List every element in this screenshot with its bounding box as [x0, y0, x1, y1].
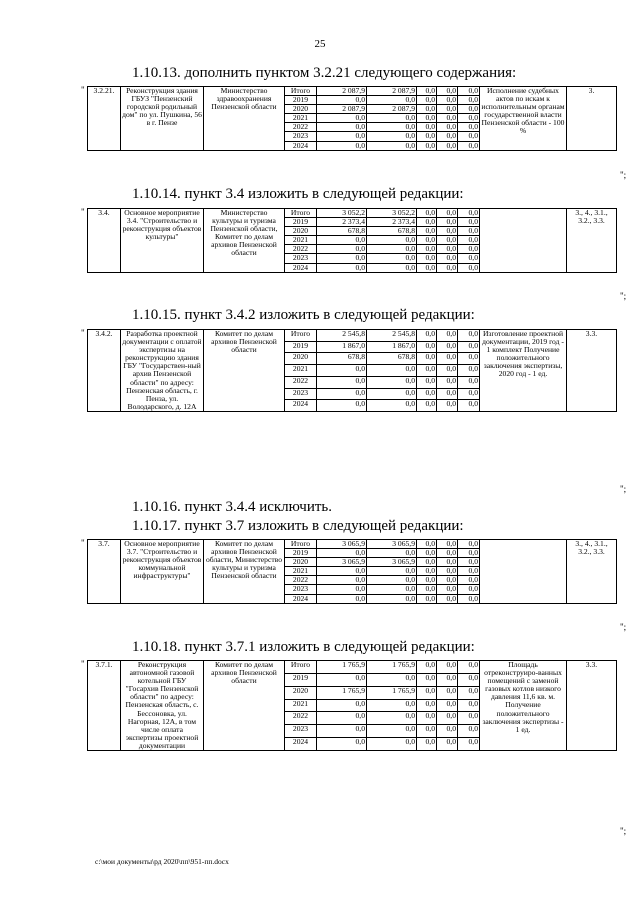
year-cell: 2020	[285, 105, 317, 114]
amount-cell: 0,0	[437, 585, 458, 594]
amount-cell: 0,0	[437, 123, 458, 132]
amount-cell: 0,0	[458, 132, 480, 141]
amount-cell: 0,0	[417, 114, 437, 123]
year-cell: 2020	[285, 353, 317, 365]
indicator-link: 3.	[567, 87, 617, 151]
amount-cell: 0,0	[458, 673, 480, 686]
amount-cell: 0,0	[317, 738, 367, 751]
amount-cell: 0,0	[417, 236, 437, 245]
year-cell: 2022	[285, 245, 317, 254]
amount-cell: 0,0	[437, 263, 458, 272]
amount-cell: 678,8	[367, 353, 417, 365]
executor: Министерство здравоохранения Пензенской области	[204, 87, 285, 151]
amount-cell: 2 373,4	[367, 218, 417, 227]
amount-cell: 0,0	[417, 105, 437, 114]
amount-cell: 0,0	[458, 263, 480, 272]
table-row	[88, 540, 617, 549]
amount-cell: 2 545,8	[367, 330, 417, 342]
amount-cell: 1 765,9	[367, 686, 417, 699]
amount-cell: 0,0	[417, 376, 437, 388]
open-quote-3: "	[81, 328, 85, 338]
amount-cell: 0,0	[458, 105, 480, 114]
amount-cell: 0,0	[437, 132, 458, 141]
amount-cell: 0,0	[367, 712, 417, 725]
amount-cell: 0,0	[367, 738, 417, 751]
amount-cell: 0,0	[317, 712, 367, 725]
amount-cell: 0,0	[317, 594, 367, 603]
amount-cell: 1 765,9	[317, 661, 367, 674]
amount-cell: 0,0	[458, 254, 480, 263]
amount-cell: 0,0	[367, 141, 417, 150]
amount-cell: 0,0	[437, 141, 458, 150]
amount-cell: 0,0	[437, 236, 458, 245]
amount-cell: 0,0	[317, 725, 367, 738]
amount-cell: 0,0	[317, 114, 367, 123]
amount-cell: 0,0	[458, 236, 480, 245]
amount-cell: 0,0	[367, 400, 417, 412]
open-quote-5: "	[81, 659, 85, 669]
year-cell: 2023	[285, 585, 317, 594]
year-cell: 2023	[285, 725, 317, 738]
amount-cell: 0,0	[367, 388, 417, 400]
amount-cell: 0,0	[317, 567, 367, 576]
close-quote-4: ";	[620, 622, 627, 632]
amount-cell: 0,0	[458, 594, 480, 603]
amount-cell: 2 545,8	[317, 330, 367, 342]
section-heading-2: 1.10.14. пункт 3.4 изложить в следующей редакции:	[132, 186, 464, 202]
amount-cell: 0,0	[458, 567, 480, 576]
amount-cell: 0,0	[437, 341, 458, 353]
amount-cell: 0,0	[458, 218, 480, 227]
amount-cell: 0,0	[417, 388, 437, 400]
amount-cell: 0,0	[458, 227, 480, 236]
amount-cell: 0,0	[417, 218, 437, 227]
amount-cell: 0,0	[437, 725, 458, 738]
amount-cell: 0,0	[437, 594, 458, 603]
amount-cell: 0,0	[317, 699, 367, 712]
amount-cell: 0,0	[367, 245, 417, 254]
executor: Комитет по делам архивов Пензенской области, Министерство культуры и туризма Пензенской области	[204, 540, 285, 604]
amount-cell: 0,0	[317, 549, 367, 558]
amount-cell: 0,0	[367, 236, 417, 245]
amount-cell: 0,0	[317, 96, 367, 105]
indicator-link: 3.3.	[567, 330, 617, 412]
year-cell: Итого	[285, 661, 317, 674]
amount-cell: 1 867,0	[317, 341, 367, 353]
year-cell: 2021	[285, 567, 317, 576]
amount-cell: 3 052,2	[367, 209, 417, 218]
amount-cell: 0,0	[417, 738, 437, 751]
measure-name: Разработка проектной документации с оплатой экспертизы на реконструкцию здания ГБУ "Государствен-ный архив Пензенской области" по адресу: Пензенская область, г. Пенза, ул. Володарского, д. 12А	[122, 329, 202, 411]
amount-cell: 0,0	[437, 567, 458, 576]
amount-cell: 0,0	[437, 96, 458, 105]
amount-cell: 0,0	[367, 585, 417, 594]
amount-cell: 0,0	[367, 699, 417, 712]
amount-cell: 0,0	[437, 388, 458, 400]
amount-cell: 0,0	[367, 725, 417, 738]
amount-cell: 0,0	[437, 218, 458, 227]
year-cell: 2020	[285, 227, 317, 236]
section-heading-1: 1.10.13. дополнить пунктом 3.2.21 следующего содержания:	[132, 65, 517, 81]
close-quote-2: ";	[620, 291, 627, 301]
year-cell: 2019	[285, 218, 317, 227]
amount-cell: 0,0	[458, 209, 480, 218]
amount-cell: 3 065,9	[317, 558, 367, 567]
amount-cell: 0,0	[437, 227, 458, 236]
year-cell: Итого	[285, 209, 317, 218]
year-cell: 2021	[285, 699, 317, 712]
amount-cell: 0,0	[437, 330, 458, 342]
amount-cell: 0,0	[458, 388, 480, 400]
amount-cell: 0,0	[317, 132, 367, 141]
amount-cell: 0,0	[367, 96, 417, 105]
expected-result: Исполнение судебных актов по искам к исполнительным органам государственной власти Пензенской области - 100 %	[480, 87, 567, 151]
table-row	[88, 330, 617, 342]
executor: Комитет по делам архивов Пензенской области	[204, 330, 285, 412]
amount-cell: 0,0	[417, 365, 437, 377]
amount-cell: 0,0	[417, 712, 437, 725]
amount-cell: 0,0	[417, 132, 437, 141]
amount-cell: 0,0	[367, 132, 417, 141]
amount-cell: 0,0	[317, 388, 367, 400]
close-quote-1: ";	[620, 170, 627, 180]
amount-cell: 0,0	[317, 400, 367, 412]
amount-cell: 0,0	[317, 576, 367, 585]
table-row	[88, 87, 617, 96]
amount-cell: 0,0	[417, 549, 437, 558]
executor: Министерство культуры и туризма Пензенской области, Комитет по делам архивов Пензенской области	[204, 209, 285, 273]
expected-result: Изготовление проектной документации, 2019 год - 1 комплект Получение положительного заключения экспертизы, 2020 год - 1 ед.	[480, 330, 567, 412]
program-table-4	[87, 539, 617, 604]
year-cell: 2019	[285, 673, 317, 686]
year-cell: 2021	[285, 114, 317, 123]
amount-cell: 0,0	[367, 576, 417, 585]
amount-cell: 0,0	[417, 686, 437, 699]
amount-cell: 0,0	[458, 123, 480, 132]
amount-cell: 0,0	[458, 141, 480, 150]
year-cell: 2023	[285, 254, 317, 263]
amount-cell: 0,0	[437, 365, 458, 377]
measure-name: Основное мероприятие 3.7. "Строительство и реконструкция объектов коммунальной инфраструктуры"	[121, 540, 204, 604]
amount-cell: 0,0	[458, 245, 480, 254]
amount-cell: 2 087,9	[317, 105, 367, 114]
amount-cell: 0,0	[458, 661, 480, 674]
amount-cell: 0,0	[437, 673, 458, 686]
amount-cell: 0,0	[417, 245, 437, 254]
amount-cell: 0,0	[437, 699, 458, 712]
amount-cell: 0,0	[458, 353, 480, 365]
measure-name: Реконструкция здания ГБУЗ "Пензенский городской родильный дом" по ул. Пушкина, 56 в г. Пензе	[121, 87, 204, 151]
item-number: 3.4.	[88, 209, 121, 273]
item-number: 3.7.1.	[88, 661, 121, 751]
amount-cell: 0,0	[417, 141, 437, 150]
year-cell: 2024	[285, 594, 317, 603]
expected-result	[480, 209, 567, 273]
amount-cell: 0,0	[437, 540, 458, 549]
amount-cell: 0,0	[367, 673, 417, 686]
year-cell: 2023	[285, 132, 317, 141]
amount-cell: 0,0	[417, 330, 437, 342]
open-quote-2: "	[81, 207, 85, 217]
indicator-link: 3., 4., 3.1., 3.2., 3.3.	[567, 540, 617, 604]
year-cell: Итого	[285, 330, 317, 342]
year-cell: 2023	[285, 388, 317, 400]
amount-cell: 0,0	[437, 114, 458, 123]
amount-cell: 0,0	[317, 123, 367, 132]
year-cell: 2024	[285, 738, 317, 751]
year-cell: 2022	[285, 576, 317, 585]
amount-cell: 0,0	[417, 661, 437, 674]
amount-cell: 0,0	[367, 594, 417, 603]
amount-cell: 0,0	[417, 576, 437, 585]
amount-cell: 0,0	[417, 209, 437, 218]
amount-cell: 0,0	[437, 576, 458, 585]
year-cell: Итого	[285, 87, 317, 96]
year-cell: 2019	[285, 549, 317, 558]
amount-cell: 678,8	[317, 227, 367, 236]
amount-cell: 0,0	[437, 105, 458, 114]
amount-cell: 0,0	[437, 209, 458, 218]
amount-cell: 0,0	[367, 365, 417, 377]
program-table-1	[87, 86, 617, 151]
amount-cell: 0,0	[458, 549, 480, 558]
amount-cell: 0,0	[417, 540, 437, 549]
amount-cell: 1 765,9	[367, 661, 417, 674]
year-cell: 2019	[285, 341, 317, 353]
amount-cell: 3 052,2	[317, 209, 367, 218]
amount-cell: 0,0	[437, 254, 458, 263]
program-table-3	[87, 329, 617, 412]
year-cell: 2022	[285, 123, 317, 132]
amount-cell: 0,0	[367, 114, 417, 123]
amount-cell: 0,0	[417, 341, 437, 353]
amount-cell: 0,0	[458, 400, 480, 412]
amount-cell: 0,0	[417, 673, 437, 686]
amount-cell: 0,0	[437, 376, 458, 388]
amount-cell: 0,0	[458, 341, 480, 353]
section-heading-3: 1.10.15. пункт 3.4.2 изложить в следующей редакции:	[132, 307, 475, 323]
amount-cell: 0,0	[437, 738, 458, 751]
amount-cell: 0,0	[437, 712, 458, 725]
amount-cell: 0,0	[458, 558, 480, 567]
file-path-footer: c:\мои документы\рд 2020\пп\951-пп.docx	[95, 857, 229, 866]
amount-cell: 0,0	[437, 87, 458, 96]
amount-cell: 3 065,9	[317, 540, 367, 549]
section-heading-4: 1.10.17. пункт 3.7 изложить в следующей редакции:	[132, 518, 464, 534]
year-cell: 2020	[285, 686, 317, 699]
amount-cell: 0,0	[417, 699, 437, 712]
amount-cell: 0,0	[367, 376, 417, 388]
amount-cell: 0,0	[437, 549, 458, 558]
item-number: 3.4.2.	[88, 330, 121, 412]
amount-cell: 0,0	[417, 567, 437, 576]
close-quote-5: ";	[620, 826, 627, 836]
amount-cell: 0,0	[458, 87, 480, 96]
amount-cell: 0,0	[458, 585, 480, 594]
amount-cell: 0,0	[317, 141, 367, 150]
table-row	[88, 661, 617, 674]
amount-cell: 0,0	[417, 227, 437, 236]
amount-cell: 678,8	[367, 227, 417, 236]
year-cell: 2022	[285, 712, 317, 725]
year-cell: 2020	[285, 558, 317, 567]
amount-cell: 0,0	[417, 254, 437, 263]
indicator-link: 3.3.	[567, 661, 617, 751]
year-cell: 2024	[285, 263, 317, 272]
amount-cell: 0,0	[417, 87, 437, 96]
amount-cell: 0,0	[458, 376, 480, 388]
amount-cell: 0,0	[317, 376, 367, 388]
amount-cell: 0,0	[417, 585, 437, 594]
indicator-link: 3., 4., 3.1., 3.2., 3.3.	[567, 209, 617, 273]
year-cell: 2019	[285, 96, 317, 105]
amount-cell: 0,0	[367, 263, 417, 272]
amount-cell: 0,0	[458, 712, 480, 725]
amount-cell: 0,0	[317, 365, 367, 377]
amount-cell: 3 065,9	[367, 540, 417, 549]
year-cell: 2024	[285, 141, 317, 150]
amount-cell: 0,0	[458, 330, 480, 342]
amount-cell: 678,8	[317, 353, 367, 365]
amount-cell: 0,0	[458, 686, 480, 699]
amount-cell: 0,0	[437, 686, 458, 699]
amount-cell: 0,0	[367, 549, 417, 558]
amount-cell: 0,0	[417, 558, 437, 567]
amount-cell: 0,0	[317, 673, 367, 686]
amount-cell: 1 867,0	[367, 341, 417, 353]
program-table-2	[87, 208, 617, 273]
amount-cell: 0,0	[458, 365, 480, 377]
amount-cell: 0,0	[417, 594, 437, 603]
amount-cell: 1 765,9	[317, 686, 367, 699]
amount-cell: 0,0	[317, 236, 367, 245]
year-cell: 2021	[285, 365, 317, 377]
amount-cell: 0,0	[367, 254, 417, 263]
amount-cell: 0,0	[458, 699, 480, 712]
amount-cell: 3 065,9	[367, 558, 417, 567]
amount-cell: 2 373,4	[317, 218, 367, 227]
year-cell: Итого	[285, 540, 317, 549]
measure-name: Реконструкция автономной газовой котельной ГБУ "Госархив Пензенской области" по адресу: Пензенская область, с. Бессоновка, ул. Нагорная, 12А, в том числе оплата экспертизы проектной документации	[121, 661, 204, 751]
amount-cell: 0,0	[458, 738, 480, 751]
measure-name: Основное мероприятие 3.4. "Строительство и реконструкция объектов культуры"	[121, 209, 204, 273]
amount-cell: 2 087,9	[317, 87, 367, 96]
amount-cell: 0,0	[417, 725, 437, 738]
amount-cell: 0,0	[437, 245, 458, 254]
section-heading-5: 1.10.18. пункт 3.7.1 изложить в следующей редакции:	[132, 639, 475, 655]
amount-cell: 0,0	[417, 123, 437, 132]
expected-result: Площадь отреконструиро-ванных помещений с заменой газовых котлов низкого давления 11,6 кв. м. Получение положительного заключения экспертизы - 1 ед.	[480, 661, 567, 751]
expected-result	[480, 540, 567, 604]
amount-cell: 0,0	[437, 400, 458, 412]
amount-cell: 0,0	[458, 725, 480, 738]
item-number: 3.7.	[88, 540, 121, 604]
year-cell: 2021	[285, 236, 317, 245]
amount-cell: 0,0	[367, 567, 417, 576]
year-cell: 2024	[285, 400, 317, 412]
item-number: 3.2.21.	[88, 87, 121, 151]
amount-cell: 0,0	[417, 353, 437, 365]
amount-cell: 0,0	[437, 353, 458, 365]
open-quote-4: "	[81, 538, 85, 548]
amount-cell: 0,0	[367, 123, 417, 132]
amount-cell: 0,0	[317, 245, 367, 254]
amount-cell: 0,0	[437, 661, 458, 674]
page-number: 25	[314, 38, 326, 50]
program-table-5	[87, 660, 617, 751]
table-row	[88, 209, 617, 218]
amount-cell: 0,0	[437, 558, 458, 567]
amount-cell: 0,0	[417, 263, 437, 272]
close-quote-3: ";	[620, 484, 627, 494]
amount-cell: 0,0	[458, 96, 480, 105]
amount-cell: 0,0	[317, 263, 367, 272]
section-heading-4a: 1.10.16. пункт 3.4.4 исключить.	[132, 499, 333, 515]
amount-cell: 0,0	[458, 576, 480, 585]
amount-cell: 0,0	[458, 540, 480, 549]
amount-cell: 0,0	[317, 585, 367, 594]
amount-cell: 0,0	[317, 254, 367, 263]
year-cell: 2022	[285, 376, 317, 388]
amount-cell: 0,0	[417, 96, 437, 105]
amount-cell: 0,0	[417, 400, 437, 412]
amount-cell: 2 087,9	[367, 87, 417, 96]
executor: Комитет по делам архивов Пензенской области	[204, 661, 285, 751]
amount-cell: 2 087,9	[367, 105, 417, 114]
amount-cell: 0,0	[458, 114, 480, 123]
open-quote-1: "	[81, 85, 85, 95]
